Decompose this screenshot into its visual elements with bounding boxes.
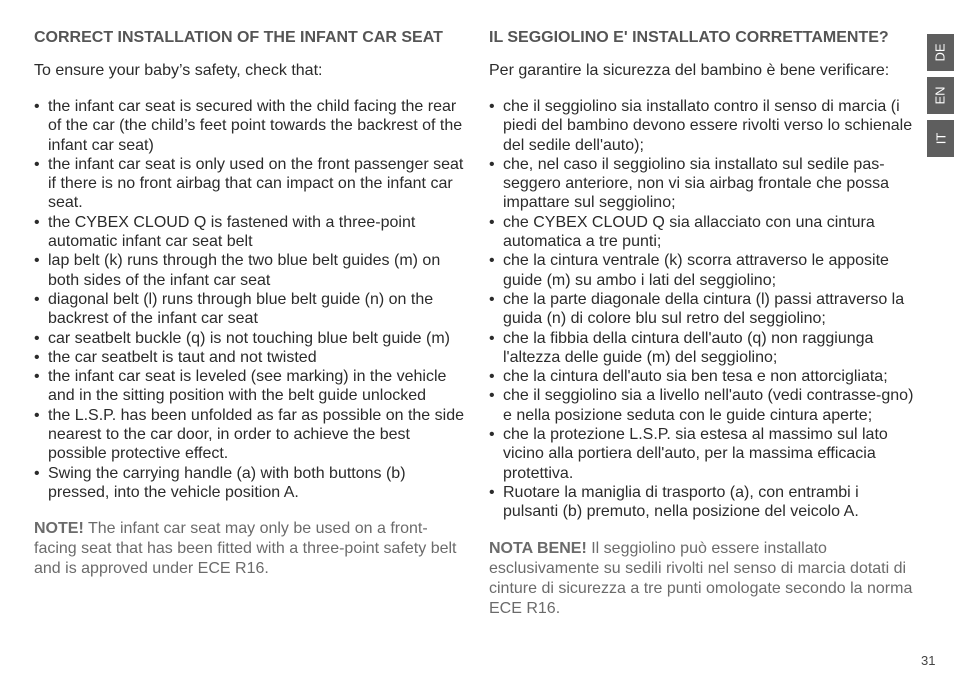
list-item: • Ruotare la maniglia di trasporto (a), con entrambi i pulsanti (b) premuto, nella posizione del veicolo A. <box>489 483 917 522</box>
note-text: Il seggiolino può essere installato esclusivamente su sedili rivolti nel senso di marcia dotati di cinture di sicurezza a tre punti omologate secondo la norma ECE R16. <box>489 539 913 617</box>
list-item: • che la parte diagonale della cintura (l) passi attraverso la guida (n) di colore blu sul retro del seggiolino; <box>489 290 917 329</box>
list-item: • che CYBEX CLOUD Q sia allacciato con una cintura automatica a tre punti; <box>489 213 917 252</box>
language-tabs <box>927 34 954 163</box>
note-text: The infant car seat may only be used on a front-facing seat that has been fitted with a three-point safety belt and is approved under ECE R16. <box>34 520 457 578</box>
intro-text: Per garantire la sicurezza del bambino è bene verificare: <box>489 62 890 79</box>
note-paragraph <box>489 539 917 619</box>
note-label: NOTE! <box>34 520 84 538</box>
tab-label: EN <box>933 86 948 105</box>
list-item: • che la cintura dell'auto sia ben tesa e non attorcigliata; <box>489 367 917 386</box>
section-heading: IL SEGGIOLINO E' INSTALLATO CORRETTAMENTE? <box>489 29 889 46</box>
list-item: • che il seggiolino sia a livello nell'auto (vedi contrasse-gno) e nella posizione seduta con le guide cintura aperte; <box>489 386 917 425</box>
tab-label: DE <box>933 43 948 62</box>
list-item: • Swing the carrying handle (a) with both buttons (b) pressed, into the vehicle position A. <box>34 464 470 503</box>
italian-column <box>489 28 917 619</box>
language-tab-it[interactable] <box>927 120 954 157</box>
list-item: • che la fibbia della cintura dell'auto (q) non raggiunga l'altezza delle guide (m) del seggiolino; <box>489 329 917 368</box>
tab-label: IT <box>933 132 948 145</box>
checklist <box>34 97 470 502</box>
language-tab-de[interactable] <box>927 34 954 71</box>
list-item: • the car seatbelt is taut and not twisted <box>34 348 470 367</box>
language-tab-en[interactable] <box>927 77 954 114</box>
section-heading: CORRECT INSTALLATION OF THE INFANT CAR SEAT <box>34 29 443 46</box>
intro-text: To ensure your baby’s safety, check that: <box>34 62 323 79</box>
note-paragraph <box>34 519 470 579</box>
list-item: • the L.S.P. has been unfolded as far as possible on the side nearest to the car door, in order to achieve the best possible protective effect. <box>34 406 470 464</box>
list-item: • che il seggiolino sia installato contro il senso di marcia (i piedi del bambino devono essere rivolti verso lo schienale del sedile dell'auto); <box>489 97 917 155</box>
list-item: • the infant car seat is secured with the child facing the rear of the car (the child’s feet point towards the backrest of the infant car seat) <box>34 97 470 155</box>
list-item: • lap belt (k) runs through the two blue belt guides (m) on both sides of the infant car seat <box>34 251 470 290</box>
english-column <box>34 28 470 579</box>
list-item: • car seatbelt buckle (q) is not touching blue belt guide (m) <box>34 329 470 348</box>
list-item: • the infant car seat is only used on the front passenger seat if there is no front airbag that can impact on the infant car seat. <box>34 155 470 213</box>
list-item: • che, nel caso il seggiolino sia installato sul sedile pas-seggero anteriore, non vi sia airbag frontale che possa impattare sul seggiolino; <box>489 155 917 213</box>
note-label: NOTA BENE! <box>489 539 587 557</box>
list-item: • diagonal belt (l) runs through blue belt guide (n) on the backrest of the infant car seat <box>34 290 470 329</box>
list-item: • the CYBEX CLOUD Q is fastened with a three-point automatic infant car seat belt <box>34 213 470 252</box>
list-item: • che la cintura ventrale (k) scorra attraverso le apposite guide (m) su ambo i lati del seggiolino; <box>489 251 917 290</box>
list-item: • the infant car seat is leveled (see marking) in the vehicle and in the sitting position with the belt guide unlocked <box>34 367 470 406</box>
page-number: 31 <box>921 653 936 668</box>
list-item: • che la protezione L.S.P. sia estesa al massimo sul lato vicino alla portiera dell'auto, per la massima efficacia protettiva. <box>489 425 917 483</box>
checklist <box>489 97 917 522</box>
